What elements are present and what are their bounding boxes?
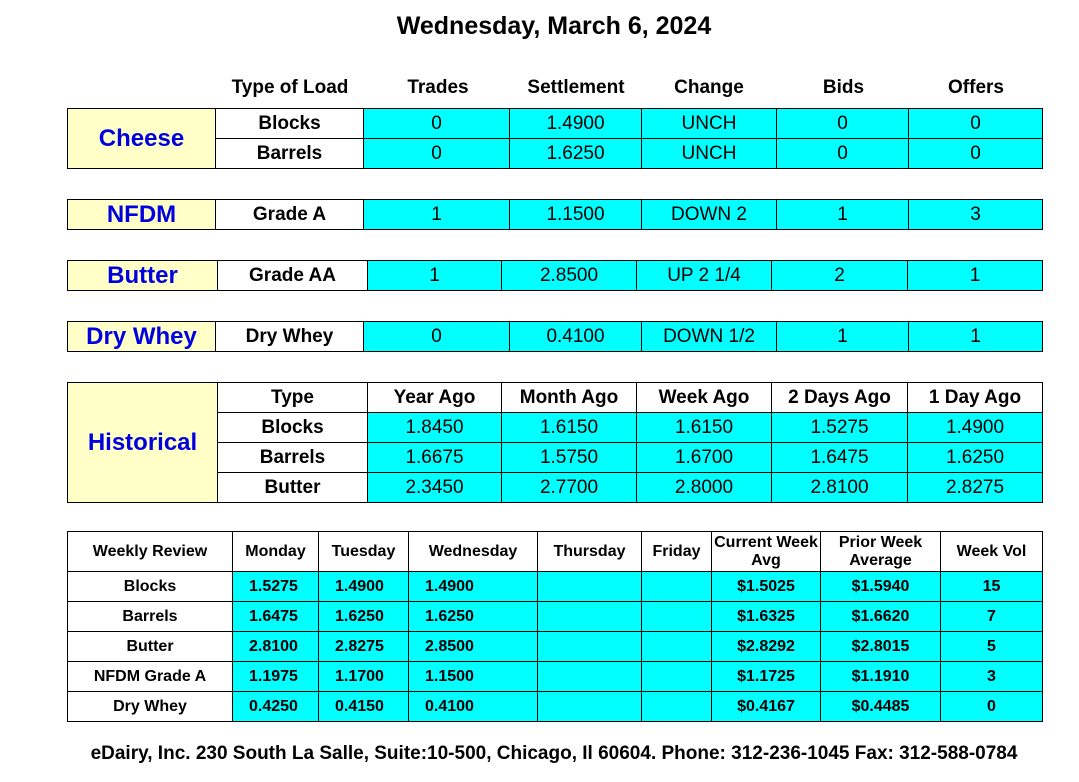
butter-trades: 1 [368,261,502,291]
weekly-row-label: NFDM Grade A [68,662,233,692]
weekly-header: Friday [642,532,712,572]
header-trades: Trades [407,77,469,98]
weekly-cell: $0.4485 [821,692,941,722]
weekly-cell: $2.8015 [821,632,941,662]
weekly-cell [642,632,712,662]
dry-whey-bids: 1 [777,322,909,352]
butter-change: UP 2 1/4 [637,261,772,291]
cheese-type: Blocks [216,109,364,139]
weekly-header: Thursday [538,532,642,572]
historical-value: 1.6475 [772,443,908,473]
cheese-change: UNCH [642,109,777,139]
weekly-header: Prior Week Average [821,532,941,572]
dry-whey-offers: 1 [909,322,1043,352]
cheese-change: UNCH [642,139,777,169]
weekly-cell [538,662,642,692]
weekly-cell [538,602,642,632]
weekly-header: Current Week Avg [712,532,821,572]
historical-value: 1.5275 [772,413,908,443]
weekly-cell: 1.1700 [319,662,409,692]
nfdm-category: NFDM [68,200,216,230]
weekly-review-table [67,531,1043,722]
dry-whey-settlement: 0.4100 [510,322,642,352]
weekly-cell: 0 [941,692,1043,722]
nfdm-change: DOWN 2 [642,200,777,230]
weekly-cell: $1.5940 [821,572,941,602]
weekly-cell: $1.1910 [821,662,941,692]
header-change: Change [674,77,744,98]
weekly-cell: $1.6325 [712,602,821,632]
weekly-cell: $0.4167 [712,692,821,722]
butter-type: Grade AA [218,261,368,291]
weekly-cell [642,692,712,722]
weekly-cell: 0.4100 [409,692,538,722]
nfdm-offers: 3 [909,200,1043,230]
weekly-cell: $1.5025 [712,572,821,602]
weekly-cell: 7 [941,602,1043,632]
weekly-row-label: Butter [68,632,233,662]
weekly-row-label: Blocks [68,572,233,602]
dry-whey-table [67,321,1043,352]
historical-type: Butter [218,473,368,503]
historical-value: 1.6675 [368,443,502,473]
cheese-bids: 0 [777,139,909,169]
table-row [68,572,1043,602]
cheese-offers: 0 [909,109,1043,139]
historical-value: 2.8000 [637,473,772,503]
weekly-cell: $1.1725 [712,662,821,692]
historical-value: 2.8100 [772,473,908,503]
column-headers [215,74,1042,102]
weekly-row-label: Dry Whey [68,692,233,722]
historical-value: 1.5750 [502,443,637,473]
historical-header: Type [218,383,368,413]
weekly-cell: 1.1975 [233,662,319,692]
cheese-settlement: 1.4900 [510,109,642,139]
table-row [68,662,1043,692]
historical-value: 2.3450 [368,473,502,503]
table-row [68,602,1043,632]
header-type-of-load: Type of Load [231,77,349,98]
weekly-cell [642,662,712,692]
weekly-header: Wednesday [409,532,538,572]
weekly-cell: 1.5275 [233,572,319,602]
cheese-bids: 0 [777,109,909,139]
dry-whey-trades: 0 [364,322,510,352]
weekly-cell: 1.6250 [409,602,538,632]
cheese-trades: 0 [364,139,510,169]
historical-table [67,382,1043,503]
weekly-cell: 3 [941,662,1043,692]
weekly-header: Tuesday [319,532,409,572]
weekly-cell [538,572,642,602]
page-title: Wednesday, March 6, 2024 [396,12,712,40]
butter-table [67,260,1043,291]
table-row [68,632,1043,662]
nfdm-settlement: 1.1500 [510,200,642,230]
weekly-header: Week Vol [941,532,1043,572]
historical-value: 2.8275 [908,473,1043,503]
weekly-cell [538,632,642,662]
dry-whey-type: Dry Whey [216,322,364,352]
historical-header: Year Ago [368,383,502,413]
weekly-header: Weekly Review [68,532,233,572]
weekly-cell [642,572,712,602]
weekly-cell: 2.8500 [409,632,538,662]
weekly-cell: 2.8100 [233,632,319,662]
historical-value: 1.8450 [368,413,502,443]
historical-type: Barrels [218,443,368,473]
cheese-trades: 0 [364,109,510,139]
butter-offers: 1 [908,261,1043,291]
dry-whey-change: DOWN 1/2 [642,322,777,352]
historical-value: 1.6150 [637,413,772,443]
cheese-type: Barrels [216,139,364,169]
weekly-cell: $2.8292 [712,632,821,662]
nfdm-table [67,199,1043,230]
dry-whey-category: Dry Whey [68,322,216,352]
historical-header: Month Ago [502,383,637,413]
nfdm-bids: 1 [777,200,909,230]
weekly-cell: 15 [941,572,1043,602]
historical-value: 1.4900 [908,413,1043,443]
weekly-cell: 1.4900 [319,572,409,602]
butter-settlement: 2.8500 [502,261,637,291]
nfdm-type: Grade A [216,200,364,230]
table-row [68,692,1043,722]
historical-category: Historical [68,383,218,503]
cheese-settlement: 1.6250 [510,139,642,169]
header-offers: Offers [948,77,1004,98]
header-settlement: Settlement [527,77,625,98]
weekly-cell: 5 [941,632,1043,662]
weekly-cell: 0.4250 [233,692,319,722]
butter-bids: 2 [772,261,908,291]
header-bids: Bids [822,77,865,98]
weekly-cell: 1.4900 [409,572,538,602]
cheese-offers: 0 [909,139,1043,169]
weekly-cell [538,692,642,722]
historical-header: 1 Day Ago [908,383,1043,413]
weekly-cell: 2.8275 [319,632,409,662]
weekly-header: Monday [233,532,319,572]
historical-value: 1.6150 [502,413,637,443]
weekly-cell: 1.6250 [319,602,409,632]
weekly-cell: 1.6475 [233,602,319,632]
historical-value: 2.7700 [502,473,637,503]
historical-header: 2 Days Ago [772,383,908,413]
weekly-cell: $1.6620 [821,602,941,632]
weekly-cell: 1.1500 [409,662,538,692]
weekly-cell: 0.4150 [319,692,409,722]
footer-contact: eDairy, Inc. 230 South La Salle, Suite:10-500, Chicago, Il 60604. Phone: 312-236-1045 Fax: 312-588-0784 [90,743,1018,764]
historical-header: Week Ago [637,383,772,413]
historical-value: 1.6250 [908,443,1043,473]
nfdm-trades: 1 [364,200,510,230]
historical-type: Blocks [218,413,368,443]
butter-category: Butter [68,261,218,291]
cheese-category: Cheese [68,109,216,169]
cheese-table [67,108,1043,169]
weekly-row-label: Barrels [68,602,233,632]
weekly-cell [642,602,712,632]
historical-value: 1.6700 [637,443,772,473]
